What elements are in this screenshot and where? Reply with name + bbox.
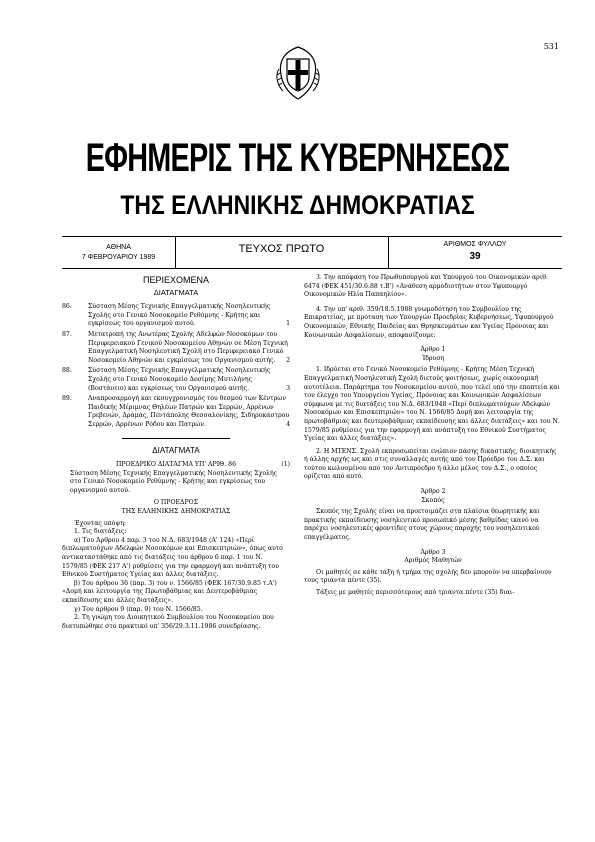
header-city: ΑΘΗΝΑ <box>106 244 131 251</box>
article-paragraph: 2. Η ΜΤΕΝΣ. Σχολή εκπροσωπείται ενώπιον πάσης δικαστικής, διοικητικής ή άλλης αρχής ως και στις συναλλαγές αυτής από τον Πρόεδρο του Δ.Σ. και τούτου κωλυομένου από τον Αντιπρόεδρο ή άλλο μέλος του Δ.Σ., ο οποίος ορίζεται από αυτό. <box>304 447 557 481</box>
article-paragraph: Σκοπός της Σχολής είναι να προετοιμάζει στα πλαίσια θεωρητικής και πρακτικής εκπαίδευσης νοσηλευτικό προσωπικό μέσης βαθμίδας ικανό να παρέχει νοσηλευτικές φροντίδες στους χώρους παροχής του νοσηλευτικού επαγγέλματος. <box>304 508 540 542</box>
contents-subheading: ΔΙΑΤΑΓΜΑΤΑ <box>153 287 199 297</box>
header-bottom-rule <box>62 268 562 269</box>
contents-item <box>62 367 290 393</box>
decree-paragraph: 2. Τη γνώμη του Διοικητικού Συμβουλίου του Νοσοκομείου που διατυπώθηκε στο πρακτικό υπ' 356/29.3.11.1986 συνεδρίασης. <box>62 614 274 630</box>
contents-heading: ΠΕΡΙΕΧΟΜΕΝΑ <box>142 275 209 285</box>
contents-item-number: 87. <box>62 330 72 338</box>
section-divider <box>122 438 230 439</box>
decree-summary: Σύσταση Μέσης Τεχνικής Επαγγελματικής Νοσηλευτικής Σχολής στο Γενικό Νοσοκομείο Ρεθύμνης - Κρήτης και εγκρίσεως του οργανισμού αυτού. <box>70 469 278 494</box>
left-column <box>62 276 290 631</box>
article-paragraph: Τάξεις με μαθητές περισσότερους από τριάντα πέντε (35) διαι- <box>316 589 515 596</box>
contents-item-page: 3 <box>286 384 290 392</box>
article-heading: Άρθρο 1 <box>420 346 446 354</box>
contents-item <box>62 395 290 429</box>
decree-heading: ΔΙΑΤΑΓΜΑΤΑ <box>152 445 200 455</box>
article-heading: Άρθρο 3 <box>420 548 446 556</box>
decree-president: Ο ΠΡΟΕΔΡΟΣ <box>153 499 199 507</box>
contents-item-text: Σύσταση Μέσης Τεχνικής Επαγγελματικής Νοσηλευτικής Σχολής στο Γενικό Νοσοκομείο Ρεθύμνης - Κρήτης και εγκρίσεως του οργανισμού αυτού. <box>88 303 271 328</box>
decree-republic: ΤΗΣ ΕΛΛΗΝΙΚΗΣ ΔΗΜΟΚΡΑΤΙΑΣ <box>121 508 231 516</box>
decree-paragraph: 3. Την απόφαση του Πρωθυπουργού και Υπουργού του Οικονομικών αριθ. 6474 (ΦΕΚ 451/30.6.88 τ.Β') «Ανάθεση αρμοδιοτήτων στον Υφυπουργό Οικονομικών Ηλία Παπαηλίου». <box>304 274 548 299</box>
contents-item-page: 4 <box>286 420 290 428</box>
right-column <box>304 274 562 598</box>
decree-paragraph: β) Του άρθρου 36 (παρ. 3) του ν. 1566/85 (ΦΕΚ 167/30.9.85 τ.Α') «Δομή και λειτουργία της Πρωτοβάθμιας και Δευτεροβάθμιας εκπαίδευσης και άλλες διατάξεις». <box>62 579 277 604</box>
article-heading: Άρθρο 2 <box>420 488 446 496</box>
header-date: 7 ΦΕΒΡΟΥΑΡΙΟΥ 1989 <box>81 254 156 261</box>
contents-item-number: 88. <box>62 367 72 375</box>
decree-considering: Έχοντας υπόψη: <box>74 519 127 527</box>
contents-item-text: Μετατροπή της Ανωτέρας Σχολής Αδελφών Νοσοκόμων του Περιφερειακού Γενικού Νοσοκομείου Αθηνών σε Μέση Τεχνική Επαγγελματική Νοσηλευτική Σχολή στο Περιφερειακό Γενικό Νοσοκομείο Αθηνών και εγκρίσεως του Οργανισμού αυτής. <box>88 330 288 364</box>
contents-item-text: Σύσταση Μέσης Τεχνικής Επαγγελματικής Νοσηλευτικής Σχολής στο Γενικό Νοσοκομείο Δοσίμης Μυτιλήνης (Βοστάνειο) και εγκρίσεως του Οργανισμού αυτής. <box>88 367 271 392</box>
coat-of-arms-icon <box>273 45 323 101</box>
masthead-subtitle: ΤΗΣ ΕΛΛΗΝΙΚΗΣ ΔΗΜΟΚΡΑΤΙΑΣ <box>120 190 475 220</box>
contents-item <box>62 331 290 365</box>
contents-item <box>62 303 290 329</box>
decree-paragraph: 4. Την υπ' αριθ. 359/18.5.1988 γνωμοδότηση του Συμβουλίου της Επικρατείας, με πρόταση των Υπουργών Προεδρίας Κυβερνήσεως, Υφυπουργού Οικονομικών, Εθνικής Παιδείας και Θρησκευμάτων και Υγείας Πρόνοιας και Κοινωνικών Ασφαλίσεων, αποφασίζουμε: <box>304 305 554 339</box>
article-paragraph: Οι μαθητές σε κάθε τάξη ή τμήμα της σχολής δεν μπορούν να υπερβαίνουν τους τριάντα πέντε (35). <box>304 568 552 585</box>
masthead-title: ΕΦΗΜΕΡΙΣ ΤΗΣ ΚΥΒΕΡΝΗΣΕΩΣ <box>85 136 510 180</box>
decree-paragraph: 1. Τις διατάξεις: <box>74 528 127 536</box>
header-top-rule <box>62 236 562 237</box>
header-sheet-label: ΑΡΙΘΜΟΣ ΦΥΛΛΟΥ <box>443 241 507 248</box>
contents-item-page: 1 <box>286 320 290 328</box>
decree-paragraph: γ) Του άρθρου 9 (παρ. 9) του Ν. 1566/85. <box>74 605 203 613</box>
article-title: Ίδρυση <box>421 354 445 362</box>
article-title: Αριθμός Μαθητών <box>404 557 462 565</box>
article-title: Σκοπός <box>421 496 445 504</box>
decree-title-note: (1) <box>281 461 290 469</box>
contents-item-number: 86. <box>62 303 72 311</box>
decree-paragraph: α) Του Άρθρου 4 παρ. 3 του Ν.Δ. 683/1948 (Α' 124) «Περί διπλωματούχων Αδελφών Νοσοκόμων και Επισκεπτριών», όπως αυτό αντικαταστάθηκε από τις διατάξεις του άρθρου 6 παρ. 1 του Ν. 1579/85 (ΦΕΚ 217 Α') ρυθμίσεις για την εφαρμογή και ανάπτυξη του Εθνικού Συστήματος Υγείας και άλλες διατάξεις. <box>62 536 283 579</box>
decree-title: ΠΡΟΕΔΡΙΚΟ ΔΙΑΤΑΓΜΑ ΥΠ' ΑΡΙΘ. 86 <box>115 461 237 469</box>
contents-item-number: 89. <box>62 395 72 403</box>
contents-item-page: 2 <box>286 356 290 364</box>
article-paragraph: 1. Ιδρύεται στο Γενικό Νοσοκομείο Ρεθύμνης - Κρήτης Μέση Τεχνική Επαγγελματική Νοσηλευτική Σχολή διετούς φοιτήσεως, χωρίς οικονομική αυτοτέλεια. Παράρτημα του Νοσοκομείου αυτού, που τελεί υπό την εποπτεία και τον έλεγχο του Υπουργείου Υγείας, Πρόνοιας και Κοινωνικών Ασφαλίσεων σύμφωνα με τις διατάξεις του Ν.Δ. 683/1948 «Περί διπλωματούχων Αδελφών Νοσοκόμων και Επισκεπτριών» του Ν. 1566/85 Δομή και λειτουργία της πρωτοβάθμιας και δευτεροβάθμιας εκπαίδευσης και άλλες διατάξεις» και του Ν. 1579/85 ρυθμίσεις για την εφαρμογή και ανάπτυξη του Εθνικού Συστήματος Υγείας και άλλες διατάξεις». <box>304 366 560 443</box>
header-issue: ΤΕΥΧΟΣ ΠΡΩΤΟ <box>238 243 325 255</box>
contents-item-text: Αναπροσαρμογή και εκσυγχρονισμός του θεσμού των Κέντρων Παιδικής Μέριμνας Θηλέων Πατρών και Σερρών, Αρρένων Γρεβενών, Δράμας, Πεντάπολης Θεσσαλονίκης, Σιδηροκάστρου Σερρών, Αρρένων Ρόδου και Πατρών. <box>88 395 290 428</box>
decree-title-row <box>62 461 290 470</box>
header-sheet-number: 39 <box>469 251 481 262</box>
page-number: 531 <box>543 42 559 51</box>
